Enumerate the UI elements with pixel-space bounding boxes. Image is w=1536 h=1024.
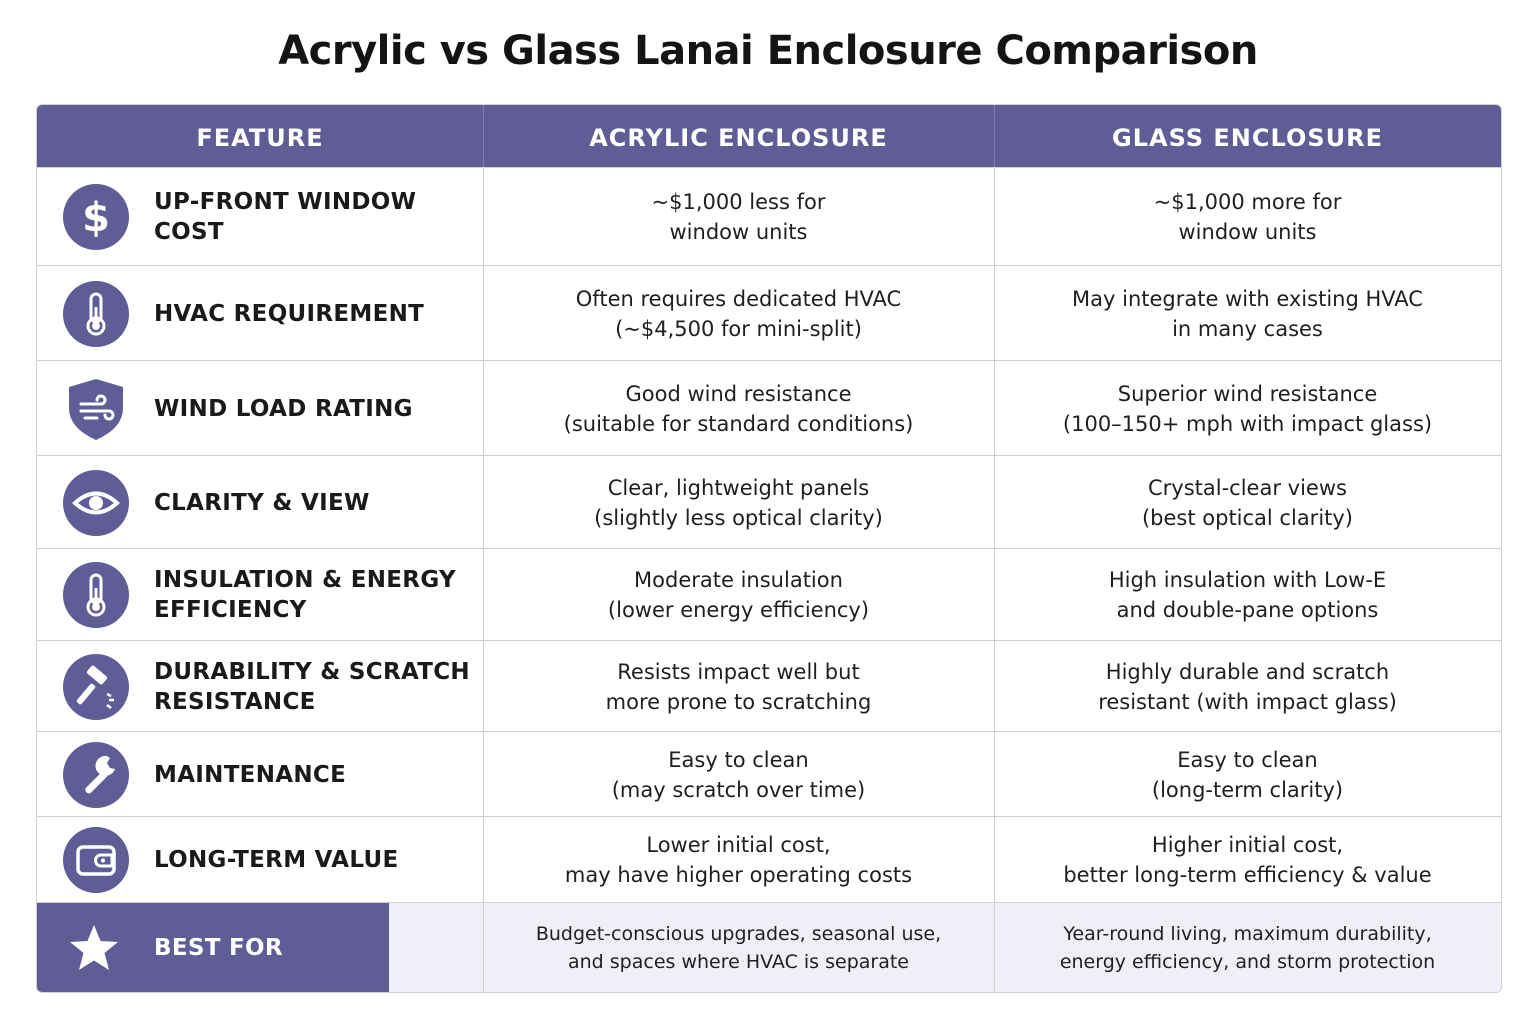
- eye-icon: [63, 470, 129, 536]
- column-header-glass: GLASS ENCLOSURE: [1112, 124, 1383, 152]
- acrylic-cell-line: Easy to clean: [668, 747, 809, 772]
- best-for-glass-line: energy efficiency, and storm protection: [1059, 951, 1436, 973]
- acrylic-cell-line: Often requires dedicated HVAC: [575, 286, 902, 311]
- acrylic-cell-line: Moderate insulation: [634, 568, 843, 592]
- feature-label: MAINTENANCE: [154, 761, 347, 788]
- column-header-feature: FEATURE: [196, 124, 324, 152]
- glass-cell-line: Easy to clean: [1177, 747, 1318, 772]
- page-title: Acrylic vs Glass Lanai Enclosure Comparison: [278, 28, 1258, 74]
- glass-cell-line: better long-term efficiency & value: [1063, 863, 1432, 887]
- star-icon: [67, 923, 121, 973]
- best-for-glass: [994, 903, 1501, 993]
- glass-cell-line: Higher initial cost,: [1151, 833, 1344, 857]
- glass-cell-line: (100–150+ mph with impact glass): [1062, 411, 1433, 436]
- best-for-label: BEST FOR: [154, 935, 283, 961]
- acrylic-cell-line: (~$4,500 for mini-split): [615, 316, 862, 341]
- comparison-table: [36, 104, 1502, 993]
- acrylic-cell: [483, 732, 994, 817]
- feature-label: CLARITY & VIEW: [154, 489, 370, 516]
- best-for-label-box: [37, 903, 389, 993]
- feature-label: WIND LOAD RATING: [154, 395, 413, 422]
- table-row: [37, 167, 1501, 266]
- acrylic-cell: [483, 817, 994, 903]
- feature-label: LONG-TERM VALUE: [154, 847, 399, 873]
- table-row: [37, 548, 1501, 641]
- acrylic-cell-line: ~$1,000 less for: [651, 190, 826, 214]
- dollar-icon: [63, 184, 129, 250]
- wallet-icon: [63, 827, 129, 893]
- best-for-acrylic-line: Budget-conscious upgrades, seasonal use,: [535, 923, 942, 945]
- acrylic-cell-line: more prone to scratching: [605, 689, 872, 714]
- acrylic-cell-line: Resists impact well but: [617, 659, 860, 684]
- glass-cell: [994, 168, 1501, 266]
- best-for-row: [37, 902, 1501, 993]
- glass-cell-line: May integrate with existing HVAC: [1072, 286, 1423, 311]
- best-for-acrylic: [483, 903, 994, 993]
- glass-cell-line: Highly durable and scratch: [1105, 659, 1390, 684]
- table-header: [37, 105, 1501, 167]
- wind-shield-icon: [63, 376, 129, 442]
- glass-cell-line: in many cases: [1172, 316, 1323, 341]
- column-header-acrylic: ACRYLIC ENCLOSURE: [589, 124, 888, 152]
- thermometer-icon: [63, 281, 129, 347]
- acrylic-cell-line: (slightly less optical clarity): [594, 505, 883, 530]
- feature-label: UP-FRONT WINDOW COST: [154, 189, 417, 245]
- glass-cell-line: Crystal-clear views: [1148, 475, 1347, 500]
- table-row: [37, 816, 1501, 903]
- glass-cell: [994, 732, 1501, 817]
- feature-label: HVAC REQUIREMENT: [154, 300, 425, 327]
- acrylic-cell-line: Good wind resistance: [625, 381, 852, 406]
- svg-text:$: $: [82, 195, 110, 241]
- glass-cell-line: resistant (with impact glass): [1098, 689, 1397, 714]
- acrylic-cell-line: may have higher operating costs: [564, 863, 913, 887]
- thermometer-icon: [63, 562, 129, 628]
- acrylic-cell: [483, 266, 994, 361]
- glass-cell-line: (best optical clarity): [1141, 505, 1354, 530]
- acrylic-cell-line: (suitable for standard conditions): [563, 411, 914, 436]
- acrylic-cell: [483, 456, 994, 549]
- feature-label: DURABILITY & SCRATCH RESISTANCE: [154, 658, 470, 715]
- acrylic-cell-line: (may scratch over time): [611, 777, 866, 802]
- acrylic-cell: [483, 549, 994, 641]
- acrylic-cell-line: window units: [669, 220, 808, 244]
- glass-cell: [994, 549, 1501, 641]
- acrylic-cell-line: Lower initial cost,: [646, 833, 831, 857]
- table-row: [37, 640, 1501, 732]
- glass-cell-line: High insulation with Low-E: [1108, 568, 1387, 592]
- acrylic-cell: [483, 168, 994, 266]
- glass-cell: [994, 266, 1501, 361]
- glass-cell: [994, 817, 1501, 903]
- acrylic-cell: [483, 641, 994, 732]
- glass-cell-line: ~$1,000 more for: [1153, 190, 1342, 214]
- wrench-icon: [63, 742, 129, 808]
- glass-cell: [994, 361, 1501, 456]
- table-row: [37, 265, 1501, 361]
- table-row: [37, 360, 1501, 456]
- acrylic-cell-line: (lower energy efficiency): [607, 598, 870, 622]
- hammer-icon: [63, 654, 129, 720]
- best-for-glass-line: Year-round living, maximum durability,: [1063, 923, 1432, 945]
- glass-cell-line: and double-pane options: [1116, 598, 1379, 622]
- acrylic-cell: [483, 361, 994, 456]
- glass-cell-line: Superior wind resistance: [1117, 381, 1378, 406]
- glass-cell: [994, 456, 1501, 549]
- feature-label: INSULATION & ENERGY EFFICIENCY: [154, 567, 456, 623]
- glass-cell: [994, 641, 1501, 732]
- table-row: [37, 455, 1501, 549]
- glass-cell-line: (long-term clarity): [1151, 777, 1344, 802]
- acrylic-cell-line: Clear, lightweight panels: [607, 475, 870, 500]
- best-for-acrylic-line: and spaces where HVAC is separate: [568, 951, 909, 973]
- glass-cell-line: window units: [1178, 220, 1317, 244]
- table-row: [37, 731, 1501, 817]
